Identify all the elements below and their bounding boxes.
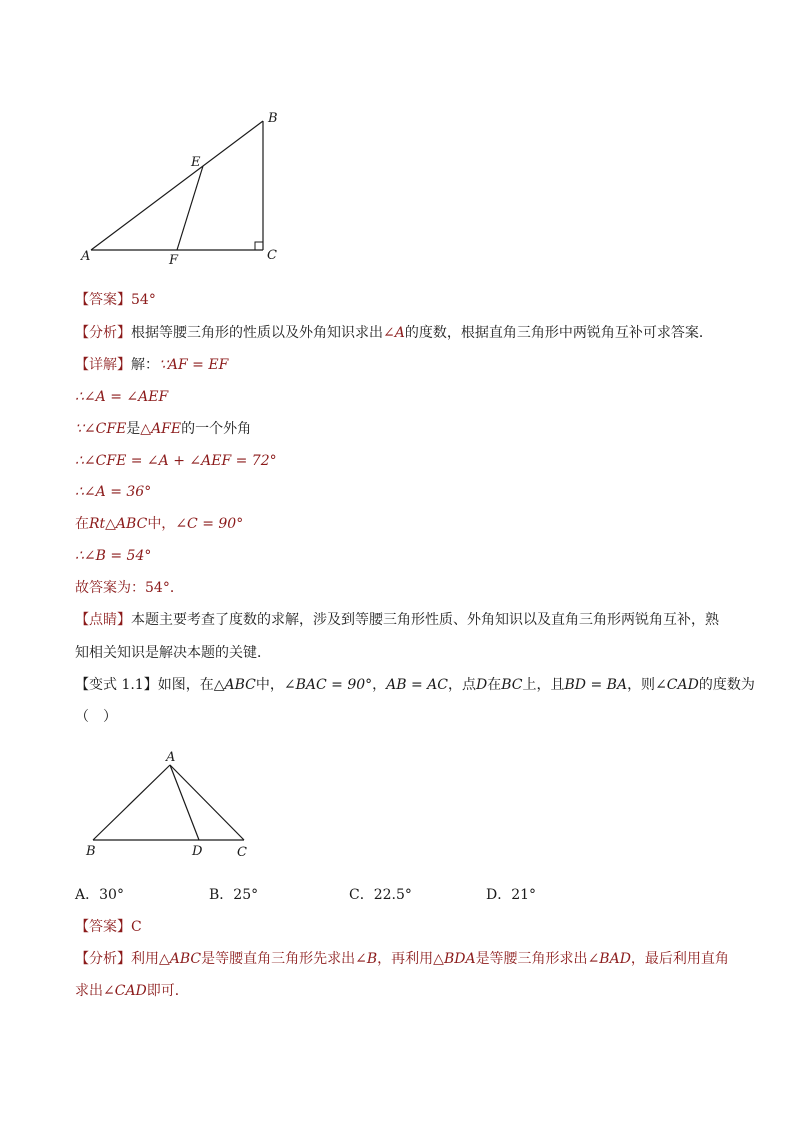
analysis-2-line-2 (75, 981, 189, 1001)
segment-ef (177, 166, 203, 250)
variant-eq-2: BD = BA (564, 677, 628, 693)
analysis-2-t6: 求出 (75, 983, 103, 999)
detail-angle-c: ∠C = 90° (175, 516, 244, 532)
variant-cad: ∠CAD (655, 677, 699, 693)
answer-2 (75, 917, 142, 937)
variant-text-2: 中， (255, 677, 284, 693)
label-b: B (86, 844, 96, 859)
label-c: C (267, 248, 277, 263)
comment-line-2: 知相关知识是解决本题的关键． (75, 645, 271, 661)
detail-exterior: 的一个外角 (181, 421, 252, 437)
analysis-2-t4: 是等腰三角形求出 (475, 951, 588, 967)
analysis-2-t1: 利用 (131, 951, 159, 967)
detail-rt-triangle: Rt△ABC (89, 516, 148, 532)
option-c[interactable] (349, 884, 412, 904)
detail-line-4: ∴∠CFE = ∠A + ∠AEF = 72° (75, 453, 277, 469)
figure-triangle-abc-d (80, 748, 260, 863)
variant-eq-1: AB = AC (386, 677, 449, 693)
detail-line-7: ∴∠B = 54° (75, 548, 152, 564)
variant-paren: （ ） (75, 709, 117, 725)
variant-bc: BC (501, 677, 523, 693)
variant-text-4: ，点 (448, 677, 477, 693)
option-b-letter: B． (209, 887, 234, 903)
comment-text-1: 本题主要考查了度数的求解，涉及到等腰三角形性质、外角知识以及直角三角形两锐角互补，熟 (131, 612, 719, 628)
answer-tag: 【答案】 (75, 292, 131, 308)
analysis-tag: 【分析】 (75, 325, 131, 341)
detail-line-5: ∴∠A = 36° (75, 484, 152, 500)
option-b-value: 25° (233, 887, 259, 903)
label-b: B (268, 111, 278, 126)
analysis-2-line-1 (75, 949, 729, 969)
analysis-2-t7: 即可． (146, 983, 189, 999)
label-f: F (169, 253, 179, 268)
variant-angle: ∠BAC = 90° (283, 677, 373, 693)
segment-ad (170, 765, 199, 840)
analysis-angle: ∠A (383, 325, 405, 341)
segment-ac (170, 765, 244, 840)
variant-point-d: D (476, 677, 488, 693)
answer-2-value: C (131, 919, 142, 935)
detail-angle-cfe: ∵∠CFE (75, 421, 127, 437)
option-c-letter: C． (349, 887, 374, 903)
analysis-2-t2: 是等腰直角三角形先求出 (201, 951, 356, 967)
label-a: A (166, 750, 176, 765)
analysis-2-t5: ，最后利用直角 (630, 951, 729, 967)
option-d[interactable] (486, 884, 536, 904)
detail-line-6 (75, 514, 243, 534)
analysis-2-angle-b: ∠B (355, 951, 378, 967)
variant-text-5: 在 (487, 677, 502, 693)
detail-eq-1: ∵AF = EF (159, 357, 229, 373)
detail-zhong: 中， (147, 516, 176, 532)
label-d: D (192, 844, 203, 859)
segment-ab (91, 121, 263, 250)
right-angle-mark (255, 242, 263, 250)
analysis-text-pre: 根据等腰三角形的性质以及外角知识求出 (131, 325, 383, 341)
detail-line-1 (75, 355, 228, 375)
label-c: C (237, 845, 247, 860)
detail-tri-afe: △AFE (140, 421, 182, 437)
variant-text-8: 的度数为 (698, 677, 755, 693)
option-d-value: 21° (511, 887, 537, 903)
analysis-2-tri1: △ABC (159, 951, 202, 967)
answer-value: 54° (131, 292, 156, 308)
option-a-letter: A． (75, 887, 100, 903)
variant-tri: △ABC (213, 677, 256, 693)
analysis-2-tag: 【分析】 (75, 951, 131, 967)
variant-text-1: 如图，在 (157, 677, 214, 693)
label-e: E (191, 155, 201, 170)
analysis-1 (75, 323, 713, 343)
detail-lead: 解： (131, 357, 159, 373)
figure-triangle-abc-ef (70, 105, 290, 270)
answer-1 (75, 290, 156, 310)
detail-line-3 (75, 419, 251, 439)
variant-text-7: ，则 (627, 677, 656, 693)
detail-shi: 是 (126, 421, 141, 437)
detail-line-2: ∴∠A = ∠AEF (75, 389, 169, 405)
option-b[interactable] (209, 884, 258, 904)
analysis-2-tri2: △BDA (433, 951, 476, 967)
answer-options (75, 884, 715, 904)
variant-text-3: ， (372, 677, 387, 693)
segment-ab (93, 765, 170, 840)
option-a-value: 30° (99, 887, 124, 903)
detail-zai: 在 (75, 516, 89, 532)
option-a[interactable] (75, 884, 124, 904)
analysis-2-bad: ∠BAD (587, 951, 631, 967)
option-c-value: 22.5° (373, 887, 412, 903)
detail-tag: 【详解】 (75, 357, 131, 373)
detail-line-8: 故答案为：54°． (75, 580, 184, 596)
variant-question (75, 675, 755, 695)
variant-tag: 【变式 1.1】 (75, 677, 158, 693)
answer-2-tag: 【答案】 (75, 919, 131, 935)
variant-text-6: 上，且 (522, 677, 565, 693)
analysis-text-post: 的度数，根据直角三角形中两锐角互补可求答案． (404, 325, 713, 341)
analysis-2-cad: ∠CAD (103, 983, 147, 999)
analysis-2-t3: ，再利用 (377, 951, 434, 967)
option-d-letter: D． (486, 887, 512, 903)
comment-line-1 (75, 610, 719, 630)
label-a: A (81, 249, 91, 264)
comment-tag: 【点睛】 (75, 612, 131, 628)
